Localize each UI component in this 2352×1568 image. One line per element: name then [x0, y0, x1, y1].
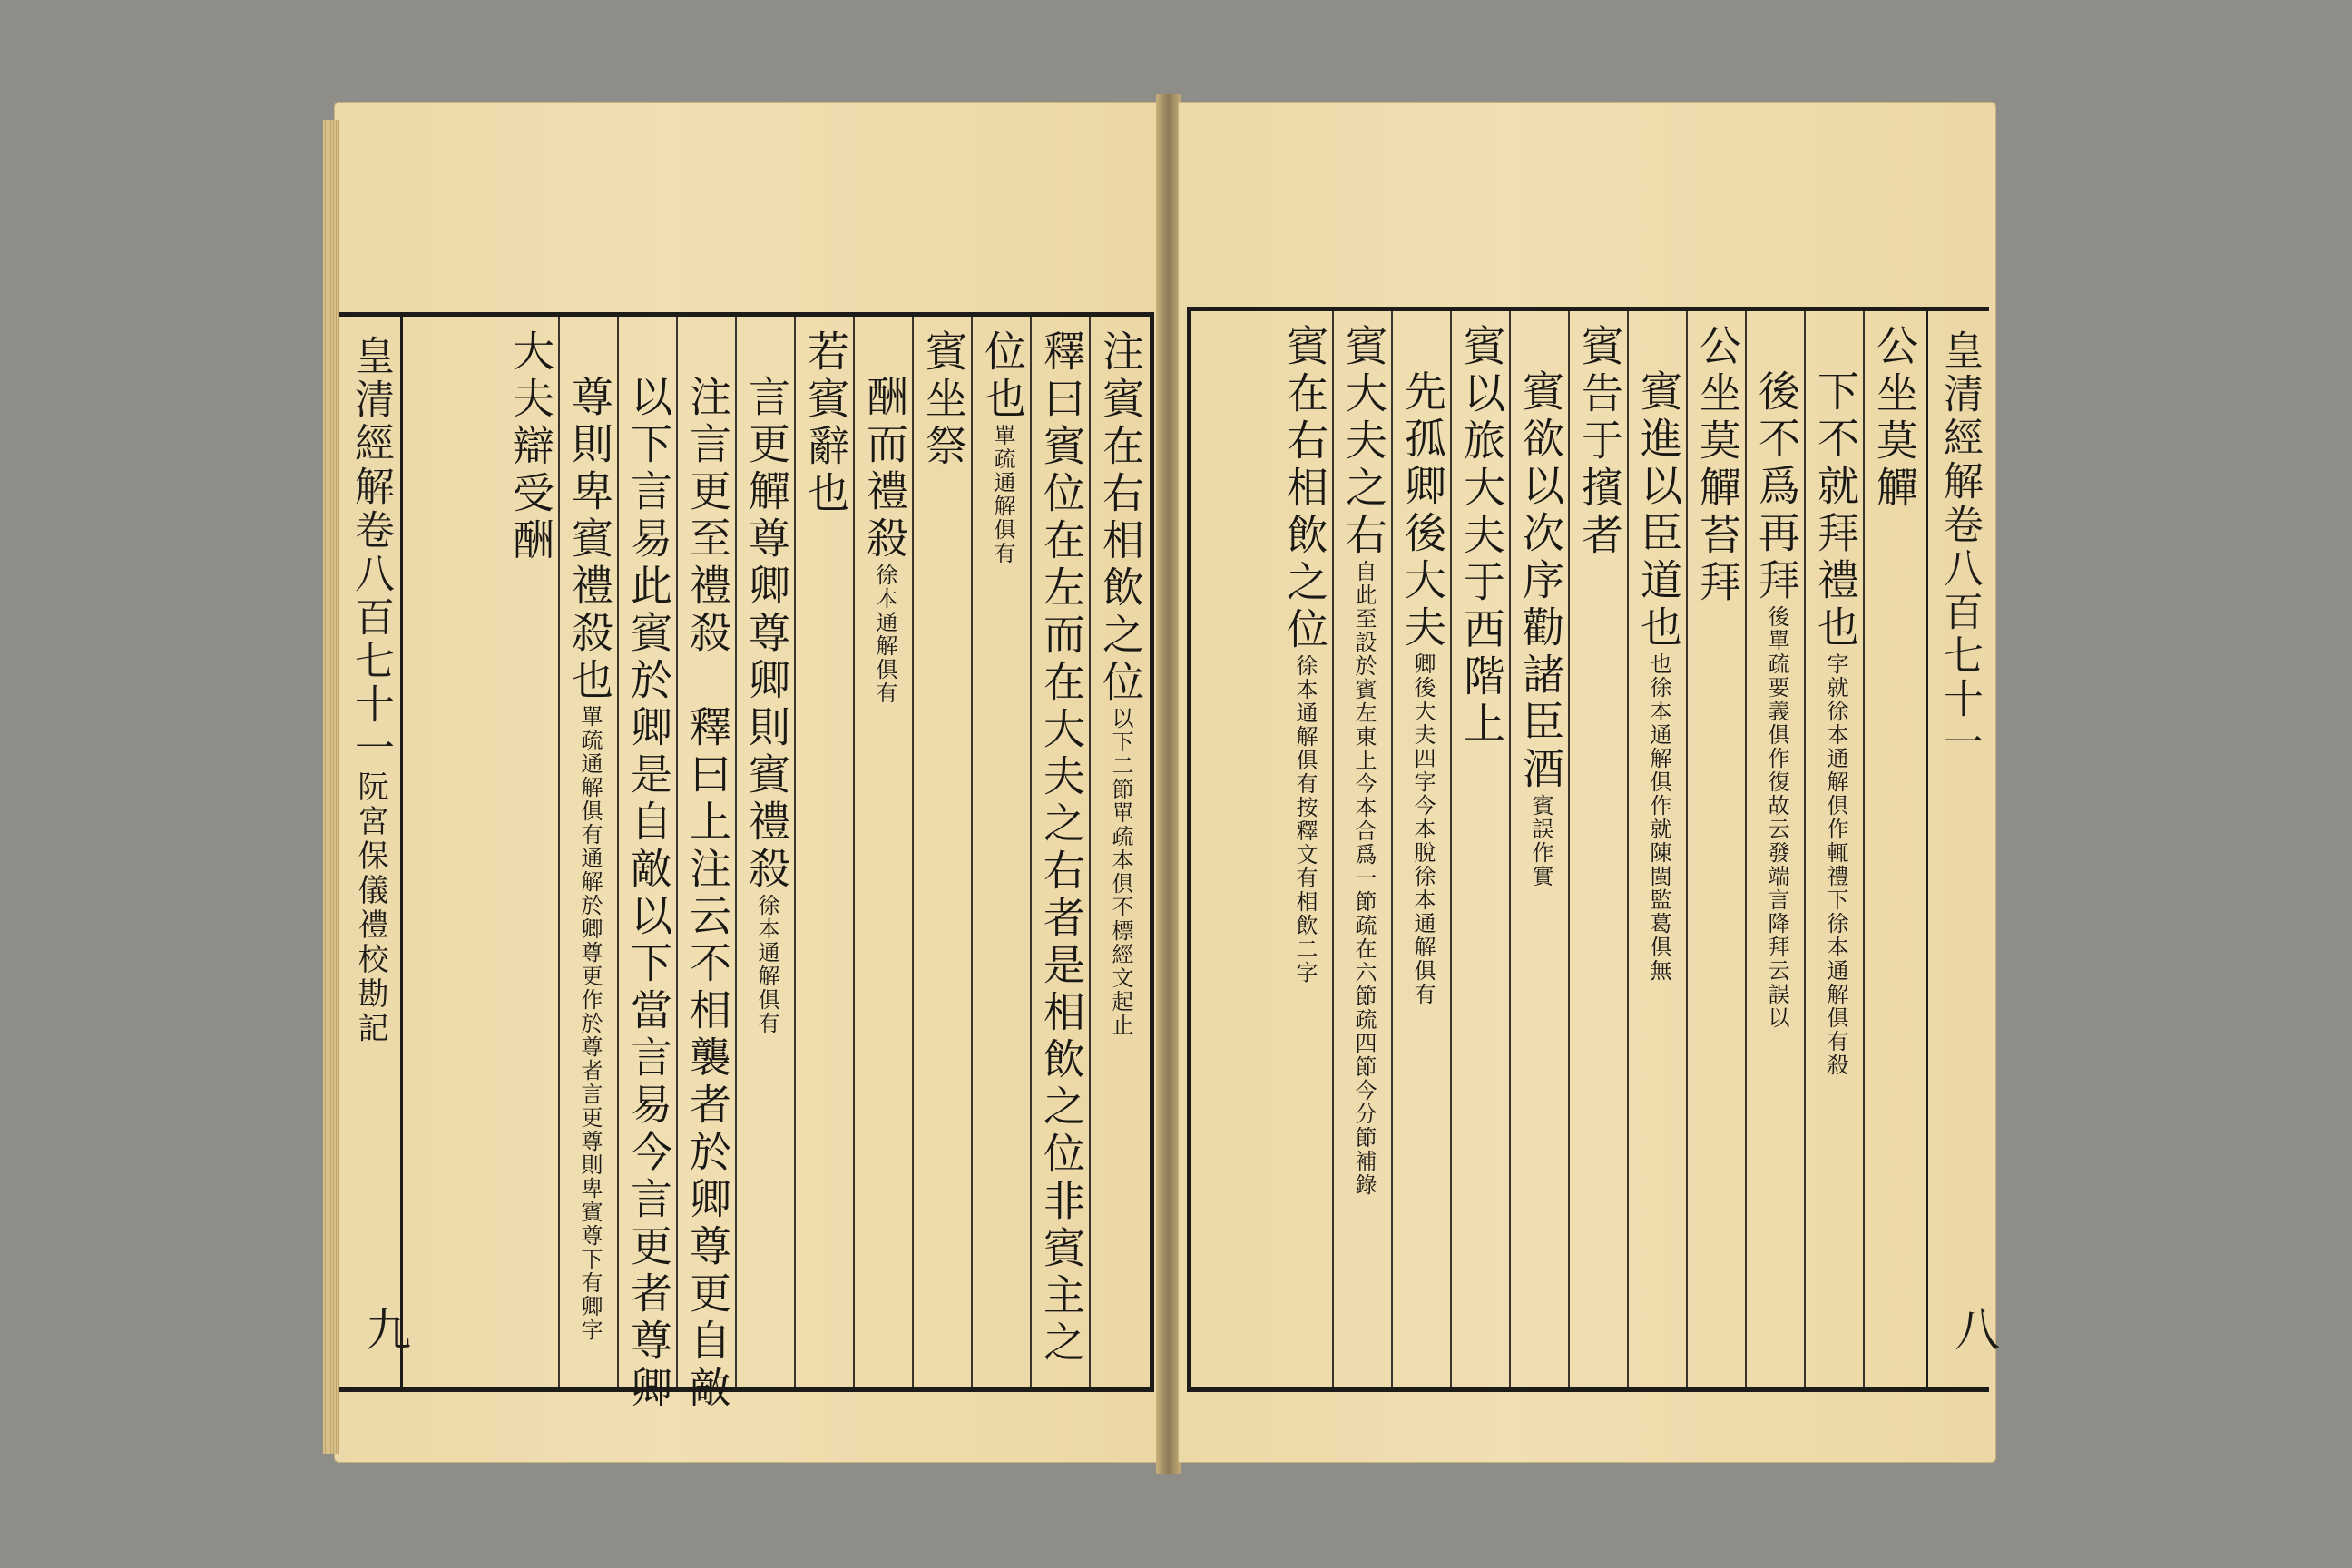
right-text-column [1629, 311, 1688, 1387]
left-column-text [980, 329, 1025, 565]
left-text-column [619, 317, 678, 1413]
right-column-text [1518, 369, 1563, 888]
left-column-text [567, 375, 612, 1342]
commentary-note: 也徐本通解俱作就陳閩監葛俱無 [1646, 652, 1671, 983]
right-text-column [1511, 311, 1570, 1387]
right-column-text [1341, 324, 1387, 1197]
right-banxin-title: 皇清經解 [1936, 329, 1983, 504]
left-column-text [921, 329, 966, 471]
right-text-column [1570, 311, 1629, 1387]
left-text-column [678, 317, 737, 1413]
right-banxin-juan: 卷八百七十一 [1936, 504, 1983, 765]
main-text: 賓坐祭 [919, 329, 968, 471]
right-banxin [1926, 311, 2000, 1387]
left-text-column [914, 317, 973, 1387]
left-column-text [862, 375, 907, 705]
left-column-text [626, 375, 671, 1413]
left-banxin [339, 317, 411, 1387]
left-text-column [1091, 317, 1150, 1387]
main-text: 賓欲以次序勸諸臣酒 [1516, 369, 1565, 794]
commentary-note: 以下二節單疏本俱不標經文起止 [1108, 707, 1133, 1037]
left-column-text [744, 375, 789, 1035]
main-text: 釋曰賓位在左而在大夫之右者是相飲之位非賓主之 [1037, 329, 1086, 1367]
left-text-column [796, 317, 855, 1387]
commentary-note: 單疏通解俱有 [990, 424, 1015, 565]
right-text-column [1334, 311, 1393, 1387]
commentary-note: 徐本通解俱有 [872, 564, 897, 705]
left-text-frame [339, 312, 1154, 1413]
right-text-column [1747, 311, 1806, 1387]
left-text-column [855, 317, 914, 1387]
main-text: 賓在右相飲之位 [1280, 324, 1329, 654]
right-column-text [1695, 324, 1740, 607]
right-text-column [1275, 311, 1334, 1387]
right-column-text [1459, 324, 1504, 749]
left-column-text [1039, 329, 1084, 1367]
main-text: 位也 [978, 329, 1027, 424]
left-text-column [737, 317, 796, 1387]
left-text-column [1032, 317, 1091, 1387]
commentary-note: 字就徐本通解俱作輒禮下徐本通解俱有殺 [1823, 652, 1848, 1077]
main-text: 先孤卿後大夫 [1398, 369, 1447, 652]
right-folio-number: 八 [1947, 1306, 2000, 1351]
left-column-text [508, 329, 554, 565]
left-text-column [501, 317, 560, 1387]
main-text: 後不爲再拜 [1752, 369, 1801, 605]
main-text: 賓告于擯者 [1575, 324, 1624, 560]
right-text-frame [1187, 307, 2000, 1392]
main-text: 賓以旅大夫于西階上 [1457, 324, 1506, 749]
left-banxin-work: 阮宮保儀禮校勘記 [352, 770, 388, 1046]
left-text-column [560, 317, 619, 1387]
commentary-note: 賓誤作實 [1528, 794, 1553, 888]
commentary-note: 卿後大夫四字今本脫徐本通解俱有 [1410, 652, 1436, 1006]
left-banxin-text [347, 335, 394, 1046]
right-column-text [1754, 369, 1799, 1030]
main-text: 以下言易此賓於卿是自敵以下當言易今言更者尊卿 [624, 375, 673, 1413]
commentary-note: 自此至設於賓左東上今本合爲一節疏在六節疏四節今分節補錄 [1351, 560, 1377, 1197]
right-column-text [1813, 369, 1858, 1077]
right-page [1178, 102, 2000, 1463]
right-column-text [1282, 324, 1328, 985]
left-column-text [685, 375, 730, 1413]
left-columns [405, 317, 1150, 1413]
right-column-text [1636, 369, 1681, 983]
left-column-text [1098, 329, 1143, 1037]
right-text-column [1806, 311, 1865, 1387]
left-banxin-juan: 卷八百七十一 [348, 509, 394, 770]
left-column-text [803, 329, 848, 518]
main-text: 酬而禮殺 [860, 375, 909, 564]
main-text: 大夫辯受酬 [506, 329, 555, 565]
main-text: 若賓辭也 [801, 329, 850, 518]
right-column-text [1577, 324, 1622, 560]
main-text: 尊則卑賓禮殺也 [565, 375, 614, 705]
right-column-text [1400, 369, 1446, 1006]
left-banxin-title: 皇清經解 [348, 335, 394, 509]
right-text-column [1452, 311, 1511, 1387]
commentary-note: 後單疏要義俱作復故云發端言降拜云誤以 [1764, 605, 1789, 1030]
commentary-note: 徐本通解俱有按釋文有相飲二字 [1292, 654, 1318, 985]
page-edges [323, 120, 339, 1454]
commentary-note: 單疏通解俱有通解於卿尊更作於尊者言更尊則卑賓尊下有卿字 [577, 705, 603, 1342]
right-column-text [1872, 324, 1917, 513]
right-banxin-text [1936, 329, 1983, 765]
main-text: 賓大夫之右 [1339, 324, 1388, 560]
left-text-column [973, 317, 1032, 1387]
main-text: 賓進以臣道也 [1634, 369, 1683, 652]
main-text: 公坐莫觶 [1870, 324, 1919, 513]
main-text: 公坐莫觶苔拜 [1693, 324, 1742, 607]
main-text: 下不就拜禮也 [1811, 369, 1860, 652]
left-page [334, 102, 1160, 1463]
main-text: 注言更至禮殺 釋曰上注云不相襲者於卿尊更自敵 [683, 375, 732, 1413]
left-folio-number: 九 [358, 1306, 411, 1351]
right-text-column [1688, 311, 1747, 1387]
main-text: 言更觶尊卿尊卿則賓禮殺 [742, 375, 791, 894]
main-text: 注賓在右相飲之位 [1096, 329, 1145, 707]
commentary-note: 徐本通解俱有 [754, 894, 779, 1035]
right-text-column [1393, 311, 1452, 1387]
right-columns [1191, 311, 1924, 1387]
open-book [334, 94, 2000, 1474]
right-text-column [1865, 311, 1924, 1387]
